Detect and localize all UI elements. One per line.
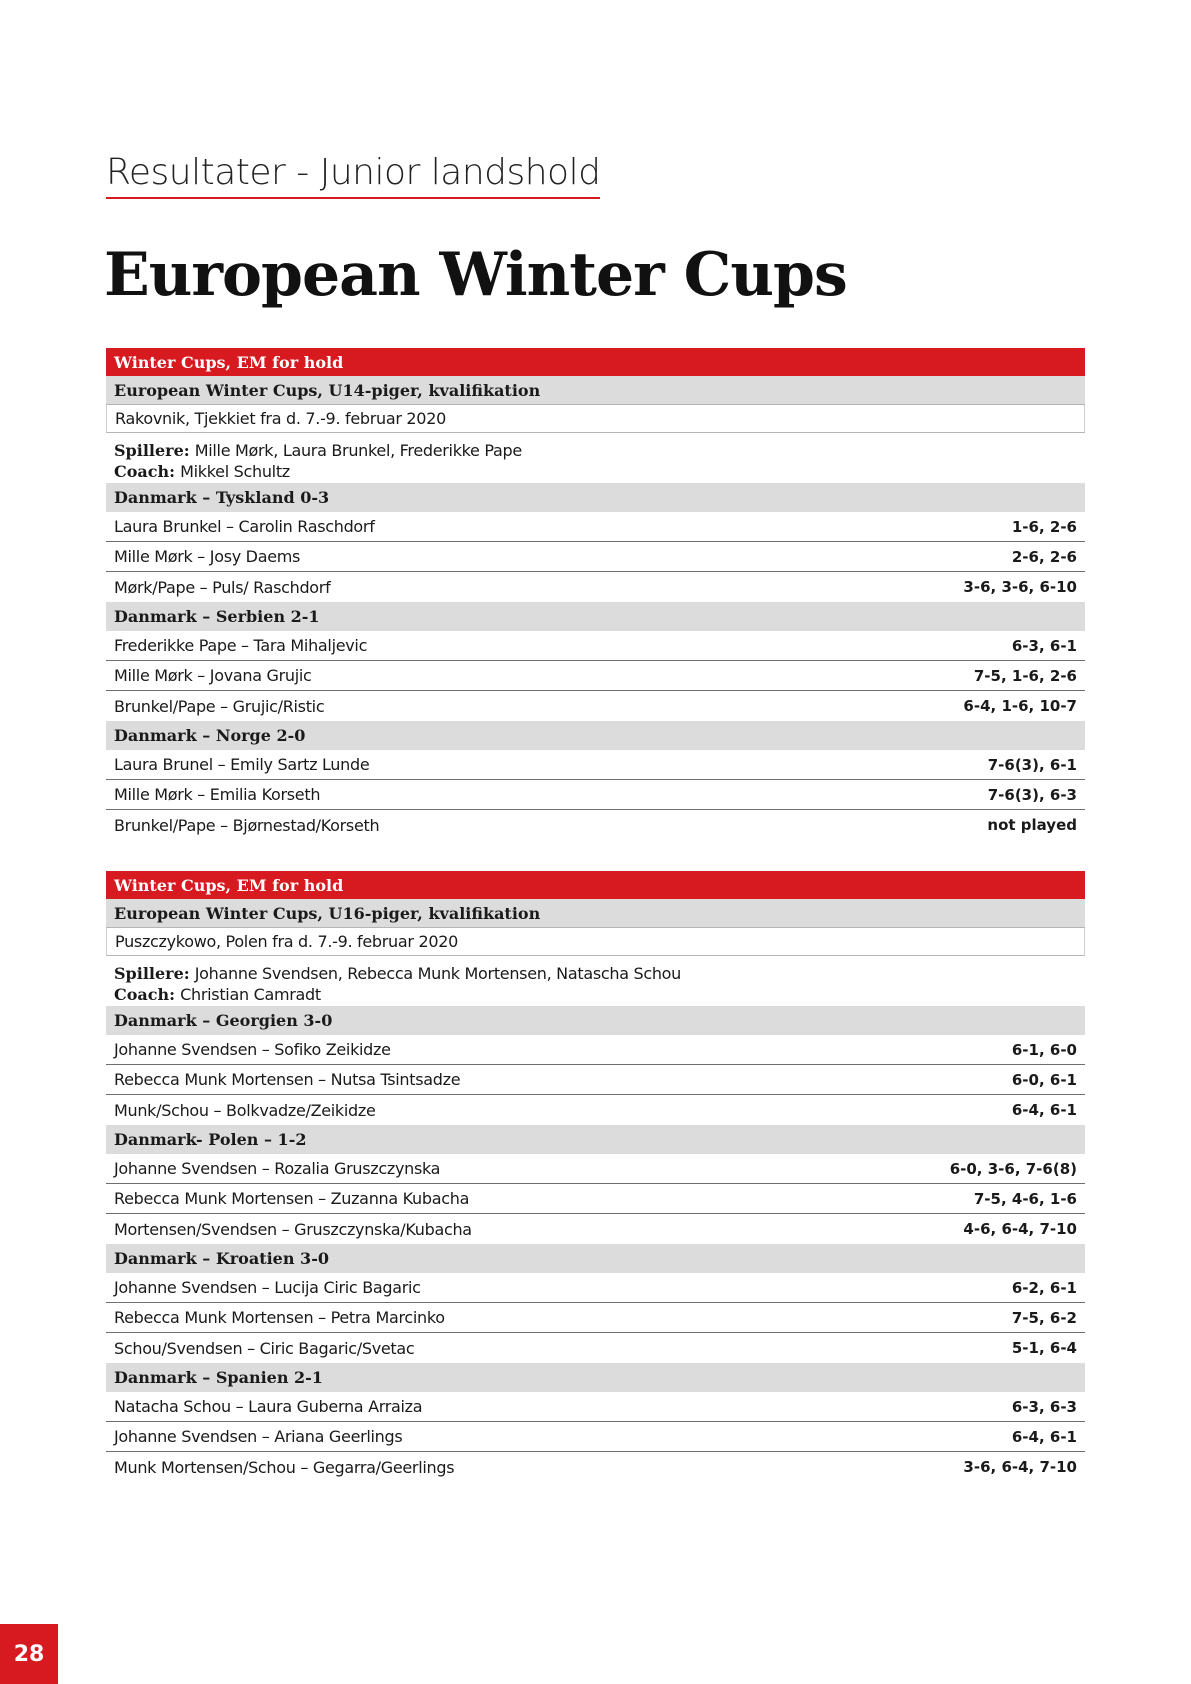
match-score: 6-3, 6-3: [1011, 1397, 1077, 1416]
match-row: Laura Brunkel – Carolin Raschdorf 1-6, 2-6: [106, 512, 1085, 542]
match-row: Rebecca Munk Mortensen – Petra Marcinko 7-5, 6-2: [106, 1303, 1085, 1333]
match-row: Johanne Svendsen – Lucija Ciric Bagaric 6-2, 6-1: [106, 1273, 1085, 1303]
match-score: 7-5, 4-6, 1-6: [973, 1189, 1077, 1208]
match-row: Frederikke Pape – Tara Mihaljevic 6-3, 6-1: [106, 631, 1085, 661]
match-row: Rebecca Munk Mortensen – Nutsa Tsintsadze 6-0, 6-1: [106, 1065, 1085, 1095]
match-score: 5-1, 6-4: [1011, 1339, 1077, 1357]
match-row: Johanne Svendsen – Ariana Geerlings 6-4, 6-1: [106, 1422, 1085, 1452]
match-score: 6-4, 1-6, 10-7: [963, 697, 1077, 715]
match-score: 6-4, 6-1: [1011, 1427, 1077, 1446]
page-title: European Winter Cups: [104, 240, 847, 310]
category-header: Winter Cups, EM for hold: [106, 348, 1085, 376]
match-score: 6-2, 6-1: [1011, 1278, 1077, 1297]
match-score: 7-6(3), 6-3: [987, 785, 1077, 804]
match-row: Laura Brunel – Emily Sartz Lunde 7-6(3), 6-1: [106, 750, 1085, 780]
event-header: European Winter Cups, U16-piger, kvalifikation: [106, 899, 1085, 928]
match-row: Schou/Svendsen – Ciric Bagaric/Svetac 5-1, 6-4: [114, 1338, 1077, 1358]
match-score: not played: [987, 816, 1077, 834]
tie-header: Danmark – Tyskland 0-3: [106, 483, 1085, 512]
category-header: Winter Cups, EM for hold: [106, 871, 1085, 899]
page-number: 28: [0, 1624, 58, 1684]
results-table-u14: [106, 348, 1085, 840]
section-title: Resultater - Junior landshold: [106, 152, 600, 199]
match-row: Brunkel/Pape – Bjørnestad/Korseth not played: [114, 815, 1077, 835]
tie-header: Danmark – Georgien 3-0: [106, 1006, 1085, 1035]
tie-header: Danmark – Norge 2-0: [106, 721, 1085, 750]
location-row: Puszczykowo, Polen fra d. 7.-9. februar 2020: [106, 928, 1085, 956]
match-score: 6-4, 6-1: [1011, 1101, 1077, 1119]
match-row: Munk/Schou – Bolkvadze/Zeikidze 6-4, 6-1: [114, 1100, 1077, 1120]
tie-header: Danmark – Serbien 2-1: [106, 602, 1085, 631]
match-row: Rebecca Munk Mortensen – Zuzanna Kubacha 7-5, 4-6, 1-6: [106, 1184, 1085, 1214]
match-row: Mille Mørk – Jovana Grujic 7-5, 1-6, 2-6: [106, 661, 1085, 691]
match-score: 6-0, 3-6, 7-6(8): [949, 1159, 1077, 1178]
match-row: Brunkel/Pape – Grujic/Ristic 6-4, 1-6, 10-7: [114, 696, 1077, 716]
match-row: Johanne Svendsen – Rozalia Gruszczynska 6-0, 3-6, 7-6(8): [106, 1154, 1085, 1184]
tie-header: Danmark – Spanien 2-1: [106, 1363, 1085, 1392]
match-score: 6-1, 6-0: [1011, 1040, 1077, 1059]
match-score: 6-3, 6-1: [1011, 636, 1077, 655]
match-score: 6-0, 6-1: [1011, 1070, 1077, 1089]
location-row: Rakovnik, Tjekkiet fra d. 7.-9. februar 2020: [106, 405, 1085, 433]
match-score: 4-6, 6-4, 7-10: [963, 1220, 1077, 1238]
tie-header: Danmark- Polen – 1-2: [106, 1125, 1085, 1154]
team-info: Spillere: Johanne Svendsen, Rebecca Munk Mortensen, Natascha Schou Coach: Christian Camradt: [114, 964, 682, 1004]
match-row: Mille Mørk – Emilia Korseth 7-6(3), 6-3: [106, 780, 1085, 810]
match-row: Johanne Svendsen – Sofiko Zeikidze 6-1, 6-0: [106, 1035, 1085, 1065]
event-header: European Winter Cups, U14-piger, kvalifikation: [106, 376, 1085, 405]
match-score: 7-6(3), 6-1: [987, 755, 1077, 774]
match-score: 7-5, 1-6, 2-6: [973, 666, 1077, 685]
match-row: Mørk/Pape – Puls/ Raschdorf 3-6, 3-6, 6-10: [114, 577, 1077, 597]
match-score: 1-6, 2-6: [1011, 517, 1077, 536]
team-info: Spillere: Mille Mørk, Laura Brunkel, Frederikke Pape Coach: Mikkel Schultz: [114, 441, 522, 481]
match-row: Mille Mørk – Josy Daems 2-6, 2-6: [106, 542, 1085, 572]
match-score: 2-6, 2-6: [1011, 547, 1077, 566]
match-score: 7-5, 6-2: [1011, 1308, 1077, 1327]
results-table-u16: [106, 871, 1085, 1482]
match-row: Munk Mortensen/Schou – Gegarra/Geerlings 3-6, 6-4, 7-10: [114, 1457, 1077, 1477]
match-row: Natacha Schou – Laura Guberna Arraiza 6-3, 6-3: [106, 1392, 1085, 1422]
match-score: 3-6, 3-6, 6-10: [963, 578, 1077, 596]
match-score: 3-6, 6-4, 7-10: [963, 1458, 1077, 1476]
match-row: Mortensen/Svendsen – Gruszczynska/Kubacha 4-6, 6-4, 7-10: [114, 1219, 1077, 1239]
tie-header: Danmark – Kroatien 3-0: [106, 1244, 1085, 1273]
